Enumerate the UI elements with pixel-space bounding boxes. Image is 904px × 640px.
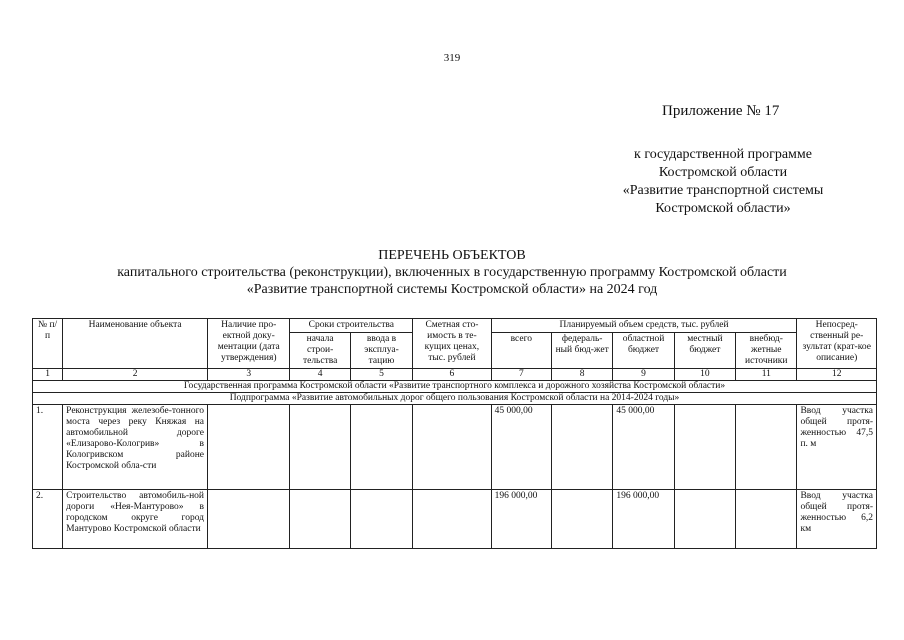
row-name: Реконструкция железобе-тонного моста через реку Княжая на автомобильной дороге «Елизарово-Кологрив» в Кологривском районе Костромской обла-сти xyxy=(63,405,208,490)
row-federal xyxy=(551,490,612,549)
column-number: 7 xyxy=(491,369,551,381)
header-num: № п/п xyxy=(33,319,63,369)
header-offbudget: внебюд-жетные источники xyxy=(736,333,797,369)
column-number: 6 xyxy=(413,369,491,381)
row-local xyxy=(674,405,735,490)
column-number: 10 xyxy=(674,369,735,381)
row-result: Ввод участка общей протя-женностью 47,5 п. м xyxy=(797,405,877,490)
program-reference-line: к государственной программе xyxy=(634,147,812,162)
column-number: 5 xyxy=(350,369,412,381)
row-regional: 196 000,00 xyxy=(613,490,674,549)
row-docs xyxy=(208,405,290,490)
row-docs xyxy=(208,490,290,549)
table-row xyxy=(33,490,877,549)
column-number: 4 xyxy=(290,369,350,381)
header-docs: Наличие про-ектной доку-ментации (дата утверждения) xyxy=(208,319,290,369)
page-number: 319 xyxy=(443,52,461,64)
program-reference-line: «Развитие транспортной системы xyxy=(622,183,824,198)
column-number: 11 xyxy=(736,369,797,381)
objects-table xyxy=(32,318,877,549)
program-reference-line: Костромской области» xyxy=(655,201,791,216)
program-reference xyxy=(600,146,846,218)
header-estimate: Сметная сто-имость в те-кущих ценах, тыс. рублей xyxy=(413,319,491,369)
column-number: 8 xyxy=(551,369,612,381)
column-number: 3 xyxy=(208,369,290,381)
column-number: 9 xyxy=(613,369,674,381)
row-estimate xyxy=(413,490,491,549)
row-total: 45 000,00 xyxy=(491,405,551,490)
header-start: начала строи-тельства xyxy=(290,333,350,369)
document-title xyxy=(0,247,904,298)
header-funds: Планируемый объем средств, тыс. рублей xyxy=(491,319,797,333)
header-federal: федераль-ный бюд-жет xyxy=(551,333,612,369)
row-federal xyxy=(551,405,612,490)
row-commission xyxy=(350,405,412,490)
title-line-3: «Развитие транспортной системы Костромской области» на 2024 год xyxy=(246,282,658,297)
row-num: 2. xyxy=(33,490,63,549)
row-result: Ввод участка общей протя-женностью 6,2 км xyxy=(797,490,877,549)
row-regional: 45 000,00 xyxy=(613,405,674,490)
title-line-1: ПЕРЕЧЕНЬ ОБЪЕКТОВ xyxy=(378,248,526,263)
program-reference-line: Костромской области xyxy=(658,165,788,180)
row-name: Строительство автомобиль-ной дороги «Нея-Мантурово» в городском округе город Мантурово Костромской области xyxy=(63,490,208,549)
row-start xyxy=(290,405,350,490)
row-offbudget xyxy=(736,405,797,490)
column-number: 1 xyxy=(33,369,63,381)
row-num: 1. xyxy=(33,405,63,490)
row-offbudget xyxy=(736,490,797,549)
column-number: 12 xyxy=(797,369,877,381)
header-name: Наименование объекта xyxy=(63,319,208,369)
header-result: Непосред-ственный ре-зультат (крат-кое описание) xyxy=(797,319,877,369)
table-row xyxy=(33,405,877,490)
row-estimate xyxy=(413,405,491,490)
title-line-2: капитального строительства (реконструкции), включенных в государственную программу Костромской области xyxy=(117,265,787,280)
subprogram-row: Подпрограмма «Развитие автомобильных дорог общего пользования Костромской области на 2014-2024 годы» xyxy=(33,393,877,405)
row-start xyxy=(290,490,350,549)
program-row: Государственная программа Костромской области «Развитие транспортного комплекса и дорожного хозяйства Костромской области» xyxy=(33,381,877,393)
header-regional: областной бюджет xyxy=(613,333,674,369)
header-commission: ввода в эксплуа-тацию xyxy=(350,333,412,369)
header-local: местный бюджет xyxy=(674,333,735,369)
column-number: 2 xyxy=(63,369,208,381)
appendix-label: Приложение № 17 xyxy=(662,103,780,119)
row-commission xyxy=(350,490,412,549)
header-total: всего xyxy=(491,333,551,369)
row-total: 196 000,00 xyxy=(491,490,551,549)
row-local xyxy=(674,490,735,549)
header-terms: Сроки строительства xyxy=(290,319,413,333)
